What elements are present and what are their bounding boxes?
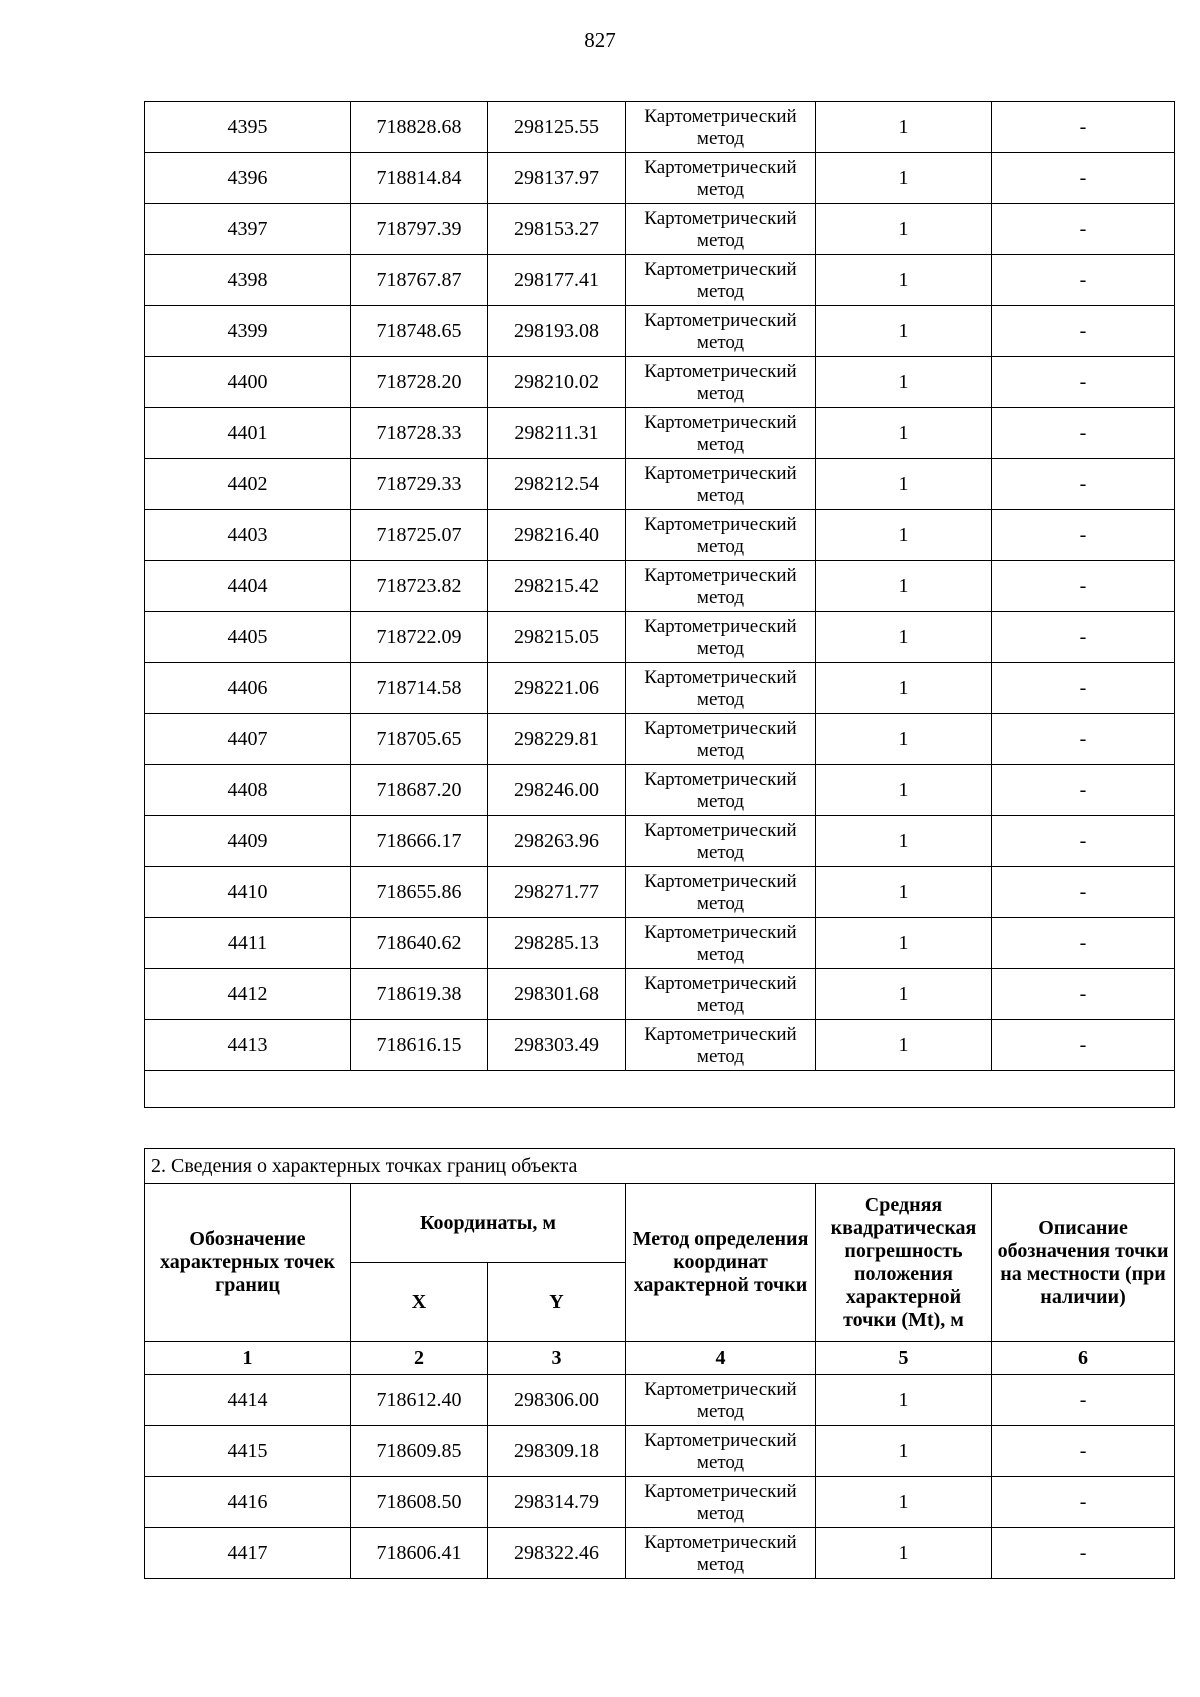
method-text: метод: [696, 127, 745, 149]
accuracy-cell: 1: [816, 357, 992, 408]
x-cell: 718725.07: [351, 510, 488, 561]
table-title: 2. Сведения о характерных точках границ объекта: [145, 1149, 1175, 1184]
table-row: [145, 867, 1175, 918]
point-cell: 4414: [145, 1375, 351, 1426]
x-cell: 718723.82: [351, 561, 488, 612]
y-cell: 298303.49: [488, 1020, 626, 1071]
table-row: [145, 255, 1175, 306]
header-y: Y: [488, 1263, 626, 1342]
method-text: Картометрический: [644, 1480, 797, 1502]
accuracy-cell: 1: [816, 459, 992, 510]
method-text: Картометрический: [644, 309, 797, 331]
header-method: Метод определения координат характерной точки: [626, 1184, 816, 1342]
table-body: [145, 1149, 1175, 1579]
method-text: Картометрический: [644, 1023, 797, 1045]
table-row: [145, 561, 1175, 612]
method-text: Картометрический: [644, 564, 797, 586]
column-numbers-row: [145, 1342, 1175, 1375]
header-point: Обозначение характерных точек границ: [145, 1184, 351, 1342]
description-cell: -: [992, 969, 1175, 1020]
method-cell: [626, 816, 816, 867]
point-cell: 4400: [145, 357, 351, 408]
accuracy-cell: 1: [816, 612, 992, 663]
x-cell: 718606.41: [351, 1528, 488, 1579]
point-cell: 4415: [145, 1426, 351, 1477]
method-text: метод: [696, 994, 745, 1016]
method-text: Картометрический: [644, 870, 797, 892]
point-cell: 4402: [145, 459, 351, 510]
x-cell: 718619.38: [351, 969, 488, 1020]
header-row: [145, 1184, 1175, 1263]
method-cell: [626, 255, 816, 306]
method-cell: [626, 918, 816, 969]
method-text: метод: [696, 1045, 745, 1067]
method-text: метод: [696, 1400, 745, 1422]
method-text: Картометрический: [644, 1378, 797, 1400]
method-cell: [626, 612, 816, 663]
description-cell: -: [992, 102, 1175, 153]
point-cell: 4408: [145, 765, 351, 816]
table-row: [145, 969, 1175, 1020]
header-accuracy: Средняя квадратическая погрешность положения характерной точки (Mt), м: [816, 1184, 992, 1342]
description-cell: -: [992, 357, 1175, 408]
method-text: Картометрический: [644, 972, 797, 994]
table-row: [145, 1020, 1175, 1071]
accuracy-cell: 1: [816, 1426, 992, 1477]
column-number: 4: [626, 1342, 816, 1375]
description-cell: -: [992, 204, 1175, 255]
coordinates-table-continued: [144, 101, 1175, 1108]
table-row: [145, 510, 1175, 561]
y-cell: 298314.79: [488, 1477, 626, 1528]
accuracy-cell: 1: [816, 1020, 992, 1071]
accuracy-cell: 1: [816, 867, 992, 918]
description-cell: -: [992, 1477, 1175, 1528]
y-cell: 298153.27: [488, 204, 626, 255]
table-row: [145, 714, 1175, 765]
method-text: метод: [696, 382, 745, 404]
method-text: Картометрический: [644, 105, 797, 127]
x-cell: 718705.65: [351, 714, 488, 765]
method-text: Картометрический: [644, 360, 797, 382]
method-cell: [626, 561, 816, 612]
point-cell: 4396: [145, 153, 351, 204]
method-text: метод: [696, 535, 745, 557]
description-cell: -: [992, 1375, 1175, 1426]
x-cell: 718814.84: [351, 153, 488, 204]
method-cell: [626, 102, 816, 153]
description-cell: -: [992, 1020, 1175, 1071]
x-cell: 718640.62: [351, 918, 488, 969]
x-cell: 718655.86: [351, 867, 488, 918]
method-cell: [626, 459, 816, 510]
column-number: 6: [992, 1342, 1175, 1375]
y-cell: 298210.02: [488, 357, 626, 408]
accuracy-cell: 1: [816, 306, 992, 357]
method-cell: [626, 153, 816, 204]
method-text: Картометрический: [644, 1429, 797, 1451]
table-row: [145, 765, 1175, 816]
method-text: метод: [696, 178, 745, 200]
table-row: [145, 459, 1175, 510]
method-cell: [626, 408, 816, 459]
method-text: метод: [696, 841, 745, 863]
table-body: [145, 102, 1175, 1108]
method-cell: [626, 969, 816, 1020]
point-cell: 4413: [145, 1020, 351, 1071]
table-row: [145, 1426, 1175, 1477]
description-cell: -: [992, 1426, 1175, 1477]
method-cell: [626, 867, 816, 918]
x-cell: 718714.58: [351, 663, 488, 714]
x-cell: 718666.17: [351, 816, 488, 867]
y-cell: 298137.97: [488, 153, 626, 204]
point-cell: 4403: [145, 510, 351, 561]
accuracy-cell: 1: [816, 918, 992, 969]
table-row: [145, 408, 1175, 459]
header-coordinates: Координаты, м: [351, 1184, 626, 1263]
table-row: [145, 1528, 1175, 1579]
method-cell: [626, 306, 816, 357]
x-cell: 718797.39: [351, 204, 488, 255]
method-text: метод: [696, 433, 745, 455]
y-cell: 298309.18: [488, 1426, 626, 1477]
table-row: [145, 1375, 1175, 1426]
method-text: Картометрический: [644, 462, 797, 484]
table-row: [145, 1477, 1175, 1528]
y-cell: 298271.77: [488, 867, 626, 918]
point-cell: 4417: [145, 1528, 351, 1579]
empty-row: [145, 1071, 1175, 1108]
accuracy-cell: 1: [816, 510, 992, 561]
accuracy-cell: 1: [816, 255, 992, 306]
accuracy-cell: 1: [816, 1477, 992, 1528]
point-cell: 4395: [145, 102, 351, 153]
description-cell: -: [992, 765, 1175, 816]
method-cell: [626, 663, 816, 714]
description-cell: -: [992, 510, 1175, 561]
table-row: [145, 612, 1175, 663]
x-cell: 718729.33: [351, 459, 488, 510]
page-number: 827: [584, 28, 616, 52]
method-text: метод: [696, 637, 745, 659]
method-text: метод: [696, 484, 745, 506]
accuracy-cell: 1: [816, 663, 992, 714]
table-row: [145, 816, 1175, 867]
description-cell: -: [992, 867, 1175, 918]
description-cell: -: [992, 561, 1175, 612]
accuracy-cell: 1: [816, 969, 992, 1020]
y-cell: 298246.00: [488, 765, 626, 816]
point-cell: 4405: [145, 612, 351, 663]
column-number: 1: [145, 1342, 351, 1375]
description-cell: -: [992, 918, 1175, 969]
y-cell: 298211.31: [488, 408, 626, 459]
accuracy-cell: 1: [816, 714, 992, 765]
method-text: метод: [696, 1553, 745, 1575]
method-text: метод: [696, 280, 745, 302]
method-text: Картометрический: [644, 156, 797, 178]
y-cell: 298322.46: [488, 1528, 626, 1579]
y-cell: 298285.13: [488, 918, 626, 969]
x-cell: 718609.85: [351, 1426, 488, 1477]
column-number: 3: [488, 1342, 626, 1375]
empty-cell: [145, 1071, 1175, 1108]
point-cell: 4398: [145, 255, 351, 306]
header-description: Описание обозначения точки на местности (при наличии): [992, 1184, 1175, 1342]
column-number: 5: [816, 1342, 992, 1375]
x-cell: 718728.20: [351, 357, 488, 408]
y-cell: 298212.54: [488, 459, 626, 510]
accuracy-cell: 1: [816, 1375, 992, 1426]
method-text: метод: [696, 739, 745, 761]
method-text: метод: [696, 1502, 745, 1524]
point-cell: 4410: [145, 867, 351, 918]
header-x: X: [351, 1263, 488, 1342]
y-cell: 298215.05: [488, 612, 626, 663]
accuracy-cell: 1: [816, 153, 992, 204]
point-cell: 4412: [145, 969, 351, 1020]
column-number: 2: [351, 1342, 488, 1375]
method-text: метод: [696, 1451, 745, 1473]
y-cell: 298215.42: [488, 561, 626, 612]
table-title-row: [145, 1149, 1175, 1184]
method-text: Картометрический: [644, 207, 797, 229]
method-cell: [626, 714, 816, 765]
x-cell: 718767.87: [351, 255, 488, 306]
description-cell: -: [992, 1528, 1175, 1579]
x-cell: 718616.15: [351, 1020, 488, 1071]
accuracy-cell: 1: [816, 408, 992, 459]
description-cell: -: [992, 408, 1175, 459]
method-cell: [626, 765, 816, 816]
method-cell: [626, 1426, 816, 1477]
description-cell: -: [992, 663, 1175, 714]
y-cell: 298216.40: [488, 510, 626, 561]
point-cell: 4406: [145, 663, 351, 714]
y-cell: 298125.55: [488, 102, 626, 153]
point-cell: 4409: [145, 816, 351, 867]
y-cell: 298177.41: [488, 255, 626, 306]
method-cell: [626, 1477, 816, 1528]
x-cell: 718828.68: [351, 102, 488, 153]
x-cell: 718612.40: [351, 1375, 488, 1426]
y-cell: 298306.00: [488, 1375, 626, 1426]
description-cell: -: [992, 612, 1175, 663]
table-row: [145, 204, 1175, 255]
method-text: Картометрический: [644, 717, 797, 739]
method-cell: [626, 1528, 816, 1579]
table-row: [145, 918, 1175, 969]
point-cell: 4411: [145, 918, 351, 969]
description-cell: -: [992, 816, 1175, 867]
x-cell: 718728.33: [351, 408, 488, 459]
accuracy-cell: 1: [816, 1528, 992, 1579]
method-text: Картометрический: [644, 921, 797, 943]
table-row: [145, 663, 1175, 714]
point-cell: 4401: [145, 408, 351, 459]
method-text: Картометрический: [644, 819, 797, 841]
description-cell: -: [992, 255, 1175, 306]
method-cell: [626, 510, 816, 561]
table-row: [145, 102, 1175, 153]
method-text: Картометрический: [644, 615, 797, 637]
x-cell: 718608.50: [351, 1477, 488, 1528]
method-text: метод: [696, 688, 745, 710]
method-text: метод: [696, 943, 745, 965]
y-cell: 298229.81: [488, 714, 626, 765]
point-cell: 4407: [145, 714, 351, 765]
method-text: Картометрический: [644, 411, 797, 433]
accuracy-cell: 1: [816, 561, 992, 612]
x-cell: 718687.20: [351, 765, 488, 816]
method-cell: [626, 357, 816, 408]
method-text: Картометрический: [644, 768, 797, 790]
method-text: метод: [696, 790, 745, 812]
method-text: метод: [696, 331, 745, 353]
y-cell: 298221.06: [488, 663, 626, 714]
point-cell: 4416: [145, 1477, 351, 1528]
point-cell: 4397: [145, 204, 351, 255]
method-text: метод: [696, 892, 745, 914]
description-cell: -: [992, 714, 1175, 765]
table-row: [145, 153, 1175, 204]
y-cell: 298301.68: [488, 969, 626, 1020]
description-cell: -: [992, 459, 1175, 510]
method-text: Картометрический: [644, 1531, 797, 1553]
method-text: Картометрический: [644, 666, 797, 688]
method-text: метод: [696, 586, 745, 608]
method-cell: [626, 204, 816, 255]
x-cell: 718748.65: [351, 306, 488, 357]
method-cell: [626, 1020, 816, 1071]
description-cell: -: [992, 153, 1175, 204]
accuracy-cell: 1: [816, 765, 992, 816]
accuracy-cell: 1: [816, 816, 992, 867]
method-text: Картометрический: [644, 258, 797, 280]
boundary-points-table: [144, 1148, 1175, 1579]
point-cell: 4399: [145, 306, 351, 357]
method-text: Картометрический: [644, 513, 797, 535]
point-cell: 4404: [145, 561, 351, 612]
x-cell: 718722.09: [351, 612, 488, 663]
accuracy-cell: 1: [816, 204, 992, 255]
description-cell: -: [992, 306, 1175, 357]
method-cell: [626, 1375, 816, 1426]
table-row: [145, 357, 1175, 408]
table-row: [145, 306, 1175, 357]
y-cell: 298263.96: [488, 816, 626, 867]
method-text: метод: [696, 229, 745, 251]
accuracy-cell: 1: [816, 102, 992, 153]
y-cell: 298193.08: [488, 306, 626, 357]
